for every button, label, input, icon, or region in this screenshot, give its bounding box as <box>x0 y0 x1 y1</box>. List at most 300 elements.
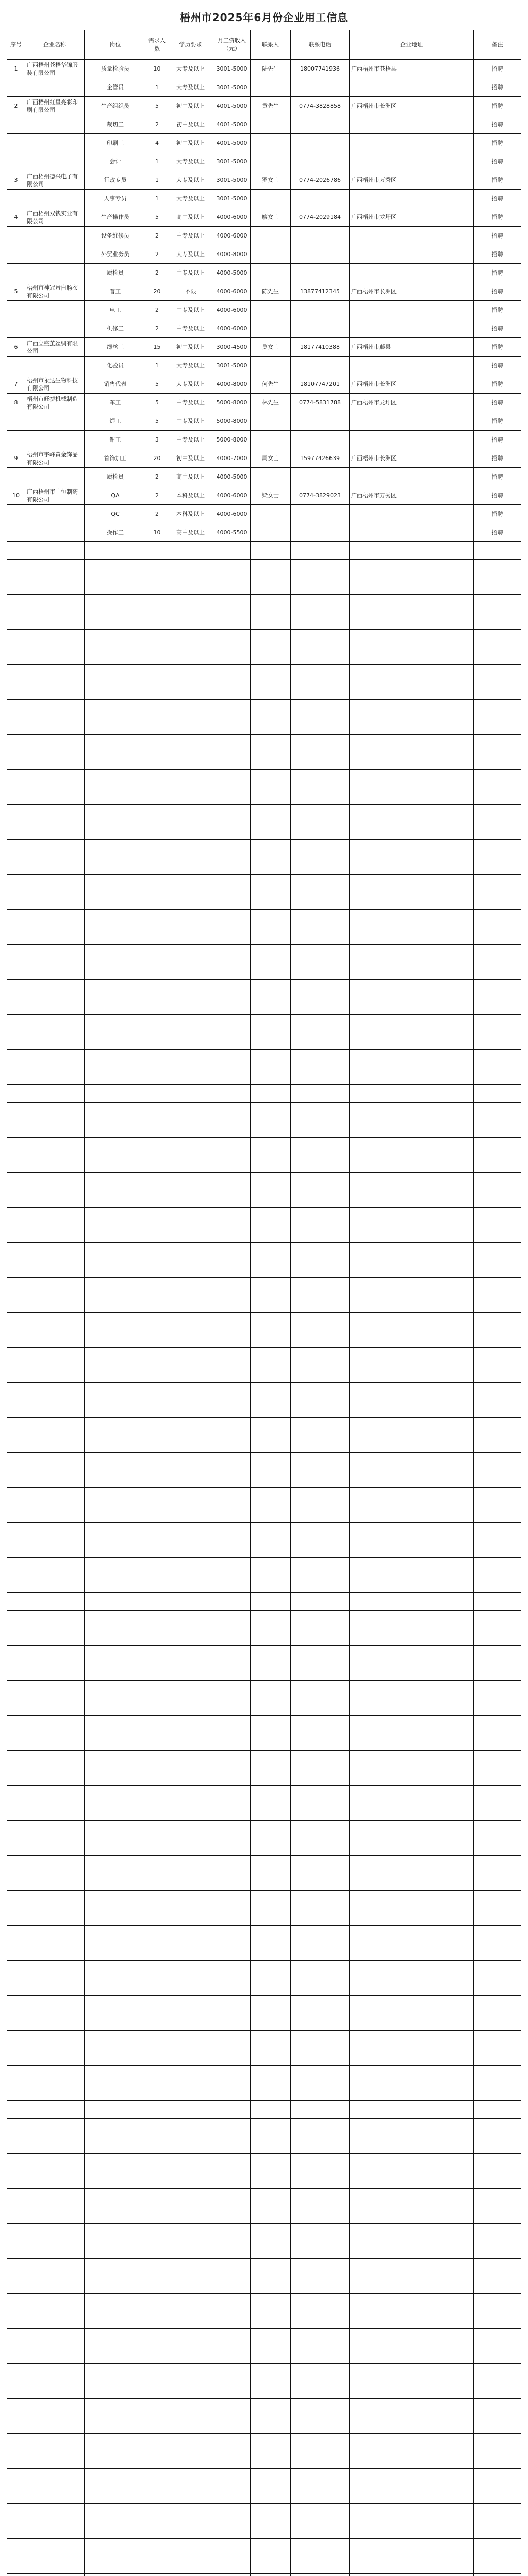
col-address-cell <box>350 412 474 431</box>
col-address-cell <box>350 245 474 264</box>
col-company-cell <box>25 468 85 486</box>
col-position-cell: 人事专员 <box>85 190 146 208</box>
col-phone-cell <box>291 431 350 449</box>
col-index-cell: 7 <box>7 375 25 394</box>
col-contact-cell <box>251 357 291 375</box>
col-education-cell: 初中及以上 <box>168 338 213 357</box>
col-phone-cell <box>291 523 350 542</box>
col-address-cell <box>350 227 474 245</box>
col-remark-cell: 招聘 <box>474 264 521 282</box>
col-count-cell: 1 <box>146 357 168 375</box>
col-phone-cell <box>291 264 350 282</box>
col-contact-cell: 陆先生 <box>251 60 291 78</box>
col-salary-cell: 5000-8000 <box>213 431 251 449</box>
col-remark-cell: 招聘 <box>474 449 521 468</box>
col-remark-cell: 招聘 <box>474 171 521 190</box>
col-contact-cell <box>251 190 291 208</box>
col-index-cell <box>7 301 25 319</box>
col-contact-cell <box>251 264 291 282</box>
table-row <box>7 431 521 449</box>
col-company-cell <box>25 78 85 97</box>
col-position-cell: 缫丝工 <box>85 338 146 357</box>
col-position-cell: 印刷工 <box>85 134 146 152</box>
table-row <box>7 523 521 542</box>
col-phone-cell <box>291 227 350 245</box>
col-count-cell: 1 <box>146 190 168 208</box>
col-education-cell: 初中及以上 <box>168 115 213 134</box>
col-index-cell <box>7 134 25 152</box>
col-count-cell: 5 <box>146 208 168 227</box>
col-education-cell: 初中及以上 <box>168 449 213 468</box>
col-contact-cell: 林先生 <box>251 394 291 412</box>
col-salary-cell: 4000-6000 <box>213 208 251 227</box>
col-address-cell <box>350 264 474 282</box>
col-index-cell <box>7 245 25 264</box>
col-phone-header: 联系电话 <box>291 30 350 60</box>
col-company-cell <box>25 134 85 152</box>
col-education-cell: 中专及以上 <box>168 319 213 338</box>
col-count-cell: 2 <box>146 486 168 505</box>
col-address-cell: 广西梧州市龙圩区 <box>350 208 474 227</box>
table-row <box>7 264 521 282</box>
col-count-cell: 10 <box>146 60 168 78</box>
col-address-cell: 广西梧州市苍梧县 <box>350 60 474 78</box>
col-position-cell: 首饰加工 <box>85 449 146 468</box>
col-count-header: 需求人数 <box>146 30 168 60</box>
col-contact-cell <box>251 505 291 523</box>
col-contact-cell <box>251 134 291 152</box>
col-count-cell: 5 <box>146 97 168 115</box>
col-position-cell: 销售代表 <box>85 375 146 394</box>
col-salary-cell: 4000-8000 <box>213 245 251 264</box>
col-index-cell <box>7 523 25 542</box>
col-position-cell: 机修工 <box>85 319 146 338</box>
col-index-cell: 5 <box>7 282 25 301</box>
col-remark-cell: 招聘 <box>474 208 521 227</box>
table-row <box>7 338 521 357</box>
col-contact-cell <box>251 431 291 449</box>
col-index-cell <box>7 152 25 171</box>
table-row <box>7 505 521 523</box>
col-position-cell: 生产组织员 <box>85 97 146 115</box>
col-education-cell: 本科及以上 <box>168 505 213 523</box>
col-education-cell: 中专及以上 <box>168 301 213 319</box>
col-position-cell: 会计 <box>85 152 146 171</box>
table-row <box>7 134 521 152</box>
col-company-cell <box>25 431 85 449</box>
col-phone-cell <box>291 301 350 319</box>
table-row <box>7 227 521 245</box>
col-index-cell: 9 <box>7 449 25 468</box>
col-address-cell: 广西梧州市长洲区 <box>350 449 474 468</box>
col-index-cell <box>7 190 25 208</box>
col-remark-header: 备注 <box>474 30 521 60</box>
col-count-cell: 3 <box>146 431 168 449</box>
col-address-cell: 广西梧州市长洲区 <box>350 375 474 394</box>
col-address-cell: 广西梧州市长洲区 <box>350 97 474 115</box>
col-count-cell: 2 <box>146 227 168 245</box>
col-index-cell <box>7 468 25 486</box>
col-company-cell: 广西梧州市中恒制药有限公司 <box>25 486 85 505</box>
col-position-cell: 质检员 <box>85 468 146 486</box>
col-company-cell <box>25 227 85 245</box>
col-count-cell: 2 <box>146 319 168 338</box>
col-remark-cell: 招聘 <box>474 227 521 245</box>
col-address-cell <box>350 523 474 542</box>
col-remark-cell: 招聘 <box>474 375 521 394</box>
col-salary-header: 月工资收入（元） <box>213 30 251 60</box>
col-address-cell <box>350 152 474 171</box>
col-phone-cell <box>291 412 350 431</box>
col-position-cell: 裁切工 <box>85 115 146 134</box>
col-count-cell: 10 <box>146 523 168 542</box>
col-salary-cell: 3001-5000 <box>213 190 251 208</box>
page-title: 梧州市2025年6月份企业用工信息 <box>179 11 349 24</box>
col-company-header: 企业名称 <box>25 30 85 60</box>
col-position-cell: 操作工 <box>85 523 146 542</box>
col-position-cell: 企管员 <box>85 78 146 97</box>
col-index-cell: 10 <box>7 486 25 505</box>
col-company-cell: 广西梧州双钱实业有限公司 <box>25 208 85 227</box>
table-row <box>7 60 521 78</box>
table-row <box>7 115 521 134</box>
col-remark-cell: 招聘 <box>474 468 521 486</box>
col-salary-cell: 4000-5000 <box>213 468 251 486</box>
col-salary-cell: 4000-6000 <box>213 319 251 338</box>
col-salary-cell: 4000-6000 <box>213 505 251 523</box>
col-remark-cell: 招聘 <box>474 282 521 301</box>
col-position-cell: 化验员 <box>85 357 146 375</box>
col-phone-cell <box>291 78 350 97</box>
col-count-cell: 5 <box>146 394 168 412</box>
col-phone-cell: 0774-2026786 <box>291 171 350 190</box>
col-count-cell: 2 <box>146 468 168 486</box>
col-address-cell <box>350 468 474 486</box>
col-contact-cell <box>251 227 291 245</box>
header-row <box>7 30 521 60</box>
col-remark-cell: 招聘 <box>474 115 521 134</box>
col-remark-cell: 招聘 <box>474 245 521 264</box>
col-remark-cell: 招聘 <box>474 190 521 208</box>
col-company-cell <box>25 301 85 319</box>
col-phone-cell: 0774-3829023 <box>291 486 350 505</box>
col-address-cell: 广西梧州市长洲区 <box>350 282 474 301</box>
col-contact-cell <box>251 301 291 319</box>
col-salary-cell: 3001-5000 <box>213 357 251 375</box>
col-position-cell: 生产操作员 <box>85 208 146 227</box>
table-row <box>7 171 521 190</box>
col-contact-cell: 廖女士 <box>251 208 291 227</box>
col-company-cell <box>25 245 85 264</box>
col-remark-cell: 招聘 <box>474 319 521 338</box>
col-education-cell: 大专及以上 <box>168 78 213 97</box>
table-row <box>7 468 521 486</box>
col-position-cell: 外贸业务员 <box>85 245 146 264</box>
col-phone-cell: 18177410388 <box>291 338 350 357</box>
col-contact-cell: 罗女士 <box>251 171 291 190</box>
col-education-cell: 中专及以上 <box>168 394 213 412</box>
col-count-cell: 20 <box>146 449 168 468</box>
col-position-cell: QC <box>85 505 146 523</box>
col-index-cell <box>7 78 25 97</box>
col-phone-cell: 18107747201 <box>291 375 350 394</box>
col-company-cell <box>25 505 85 523</box>
col-contact-cell <box>251 245 291 264</box>
col-phone-cell: 0774-3828858 <box>291 97 350 115</box>
col-company-cell <box>25 115 85 134</box>
col-education-cell: 高中及以上 <box>168 468 213 486</box>
col-remark-cell: 招聘 <box>474 523 521 542</box>
col-salary-cell: 4001-5000 <box>213 97 251 115</box>
col-count-cell: 2 <box>146 264 168 282</box>
col-remark-cell: 招聘 <box>474 486 521 505</box>
col-education-cell: 高中及以上 <box>168 523 213 542</box>
col-phone-cell <box>291 357 350 375</box>
col-phone-cell: 13877412345 <box>291 282 350 301</box>
col-education-cell: 大专及以上 <box>168 190 213 208</box>
col-count-cell: 2 <box>146 301 168 319</box>
col-company-cell <box>25 190 85 208</box>
col-remark-cell: 招聘 <box>474 338 521 357</box>
col-address-cell: 广西梧州市万秀区 <box>350 486 474 505</box>
table-header <box>7 30 521 60</box>
col-phone-cell <box>291 245 350 264</box>
col-phone-cell <box>291 134 350 152</box>
table-row <box>7 97 521 115</box>
col-remark-cell: 招聘 <box>474 505 521 523</box>
col-index-header: 序号 <box>7 30 25 60</box>
col-contact-cell: 何先生 <box>251 375 291 394</box>
col-remark-cell: 招聘 <box>474 431 521 449</box>
col-remark-cell: 招聘 <box>474 394 521 412</box>
col-company-cell: 广西梧州苍梧华锦服装有限公司 <box>25 60 85 78</box>
col-phone-cell <box>291 468 350 486</box>
col-index-cell <box>7 227 25 245</box>
col-company-cell: 梧州市永达生物科技有限公司 <box>25 375 85 394</box>
table-row <box>7 375 521 394</box>
col-salary-cell: 4001-5000 <box>213 115 251 134</box>
col-remark-cell: 招聘 <box>474 97 521 115</box>
col-index-cell: 8 <box>7 394 25 412</box>
col-salary-cell: 4001-5000 <box>213 134 251 152</box>
col-index-cell: 1 <box>7 60 25 78</box>
col-salary-cell: 3001-5000 <box>213 152 251 171</box>
table-row <box>7 449 521 468</box>
col-position-cell: 焊工 <box>85 412 146 431</box>
col-salary-cell: 3001-5000 <box>213 78 251 97</box>
col-salary-cell: 4000-8000 <box>213 375 251 394</box>
col-salary-cell: 3001-5000 <box>213 60 251 78</box>
col-phone-cell <box>291 152 350 171</box>
col-position-cell: 钳工 <box>85 431 146 449</box>
col-education-cell: 中专及以上 <box>168 412 213 431</box>
col-address-cell <box>350 357 474 375</box>
col-salary-cell: 4000-5500 <box>213 523 251 542</box>
col-company-cell <box>25 357 85 375</box>
col-phone-cell <box>291 115 350 134</box>
col-salary-cell: 4000-6000 <box>213 282 251 301</box>
col-address-cell <box>350 431 474 449</box>
col-contact-cell <box>251 319 291 338</box>
table-row <box>7 245 521 264</box>
table-row <box>7 412 521 431</box>
col-phone-cell <box>291 319 350 338</box>
col-contact-cell <box>251 523 291 542</box>
col-contact-cell <box>251 468 291 486</box>
col-index-cell <box>7 505 25 523</box>
col-phone-cell <box>291 505 350 523</box>
col-company-cell: 广西梧州德兴电子有限公司 <box>25 171 85 190</box>
col-index-cell <box>7 319 25 338</box>
col-address-cell <box>350 505 474 523</box>
col-index-cell: 3 <box>7 171 25 190</box>
col-company-cell <box>25 152 85 171</box>
col-phone-cell: 18007741936 <box>291 60 350 78</box>
col-contact-cell: 周女士 <box>251 449 291 468</box>
col-remark-cell: 招聘 <box>474 78 521 97</box>
col-phone-cell: 0774-5831788 <box>291 394 350 412</box>
col-education-cell: 大专及以上 <box>168 152 213 171</box>
col-education-cell: 大专及以上 <box>168 171 213 190</box>
col-salary-cell: 5000-8000 <box>213 412 251 431</box>
col-contact-cell: 黄先生 <box>251 97 291 115</box>
table-row <box>7 152 521 171</box>
table-row <box>7 208 521 227</box>
col-address-cell <box>350 319 474 338</box>
col-phone-cell: 0774-2029184 <box>291 208 350 227</box>
col-company-cell: 广西立盛茧丝绸有限公司 <box>25 338 85 357</box>
col-education-cell: 本科及以上 <box>168 486 213 505</box>
col-index-cell: 4 <box>7 208 25 227</box>
col-index-cell <box>7 264 25 282</box>
table-row <box>7 190 521 208</box>
col-education-cell: 初中及以上 <box>168 134 213 152</box>
col-count-cell: 4 <box>146 134 168 152</box>
col-count-cell: 2 <box>146 115 168 134</box>
col-count-cell: 1 <box>146 171 168 190</box>
col-address-cell <box>350 301 474 319</box>
col-education-cell: 不限 <box>168 282 213 301</box>
col-education-cell: 初中及以上 <box>168 97 213 115</box>
col-phone-cell <box>291 190 350 208</box>
col-address-cell <box>350 78 474 97</box>
col-contact-cell <box>251 78 291 97</box>
col-address-header: 企业地址 <box>350 30 474 60</box>
col-remark-cell: 招聘 <box>474 152 521 171</box>
col-address-cell: 广西梧州市龙圩区 <box>350 394 474 412</box>
col-education-cell: 大专及以上 <box>168 245 213 264</box>
col-position-header: 岗位 <box>85 30 146 60</box>
col-contact-cell <box>251 152 291 171</box>
col-education-cell: 大专及以上 <box>168 375 213 394</box>
col-education-cell: 中专及以上 <box>168 431 213 449</box>
col-education-cell: 中专及以上 <box>168 264 213 282</box>
col-index-cell: 2 <box>7 97 25 115</box>
col-count-cell: 1 <box>146 78 168 97</box>
col-company-cell <box>25 264 85 282</box>
col-position-cell: 普工 <box>85 282 146 301</box>
col-address-cell: 广西梧州市万秀区 <box>350 171 474 190</box>
col-position-cell: 车工 <box>85 394 146 412</box>
table-grid <box>7 542 521 2576</box>
table-row <box>7 301 521 319</box>
col-position-cell: 行政专员 <box>85 171 146 190</box>
col-position-cell: 电工 <box>85 301 146 319</box>
col-position-cell: 设备维修员 <box>85 227 146 245</box>
col-salary-cell: 5000-8000 <box>213 394 251 412</box>
col-remark-cell: 招聘 <box>474 134 521 152</box>
col-company-cell <box>25 319 85 338</box>
col-company-cell: 梧州市旺捷机械制造有限公司 <box>25 394 85 412</box>
col-count-cell: 20 <box>146 282 168 301</box>
col-address-cell: 广西梧州市藤县 <box>350 338 474 357</box>
col-remark-cell: 招聘 <box>474 357 521 375</box>
col-education-cell: 中专及以上 <box>168 227 213 245</box>
table-row <box>7 282 521 301</box>
col-contact-cell <box>251 115 291 134</box>
table-body <box>7 60 521 542</box>
col-count-cell: 15 <box>146 338 168 357</box>
col-remark-cell: 招聘 <box>474 301 521 319</box>
col-position-cell: 质量检验员 <box>85 60 146 78</box>
col-company-cell <box>25 523 85 542</box>
col-count-cell: 2 <box>146 505 168 523</box>
col-salary-cell: 3001-5000 <box>213 171 251 190</box>
col-contact-cell: 莫女士 <box>251 338 291 357</box>
col-company-cell: 梧州市神冠蛋白肠衣有限公司 <box>25 282 85 301</box>
col-index-cell <box>7 412 25 431</box>
col-salary-cell: 3000-4500 <box>213 338 251 357</box>
col-address-cell <box>350 134 474 152</box>
col-salary-cell: 4000-5000 <box>213 264 251 282</box>
col-index-cell <box>7 357 25 375</box>
col-contact-cell <box>251 412 291 431</box>
col-salary-cell: 4000-7000 <box>213 449 251 468</box>
col-education-header: 学历要求 <box>168 30 213 60</box>
col-phone-cell: 15977426639 <box>291 449 350 468</box>
col-count-cell: 2 <box>146 245 168 264</box>
col-company-cell: 梧州市宇峰黄金饰品有限公司 <box>25 449 85 468</box>
table-row <box>7 319 521 338</box>
col-count-cell: 5 <box>146 375 168 394</box>
col-company-cell <box>25 412 85 431</box>
col-address-cell <box>350 190 474 208</box>
col-salary-cell: 4000-6000 <box>213 227 251 245</box>
col-index-cell <box>7 115 25 134</box>
col-contact-header: 联系人 <box>251 30 291 60</box>
col-address-cell <box>350 115 474 134</box>
col-count-cell: 1 <box>146 152 168 171</box>
col-remark-cell: 招聘 <box>474 412 521 431</box>
col-education-cell: 高中及以上 <box>168 208 213 227</box>
col-education-cell: 大专及以上 <box>168 357 213 375</box>
col-contact-cell: 梁女士 <box>251 486 291 505</box>
table-row <box>7 78 521 97</box>
col-position-cell: QA <box>85 486 146 505</box>
table-row <box>7 357 521 375</box>
col-salary-cell: 4000-6000 <box>213 486 251 505</box>
col-index-cell: 6 <box>7 338 25 357</box>
table-row <box>7 486 521 505</box>
table-row <box>7 394 521 412</box>
col-count-cell: 5 <box>146 412 168 431</box>
col-remark-cell: 招聘 <box>474 60 521 78</box>
employment-table <box>7 30 521 542</box>
col-education-cell: 大专及以上 <box>168 60 213 78</box>
employment-sheet <box>7 30 521 2576</box>
col-company-cell: 广西梧州红星亮彩印刷有限公司 <box>25 97 85 115</box>
col-contact-cell: 陈先生 <box>251 282 291 301</box>
